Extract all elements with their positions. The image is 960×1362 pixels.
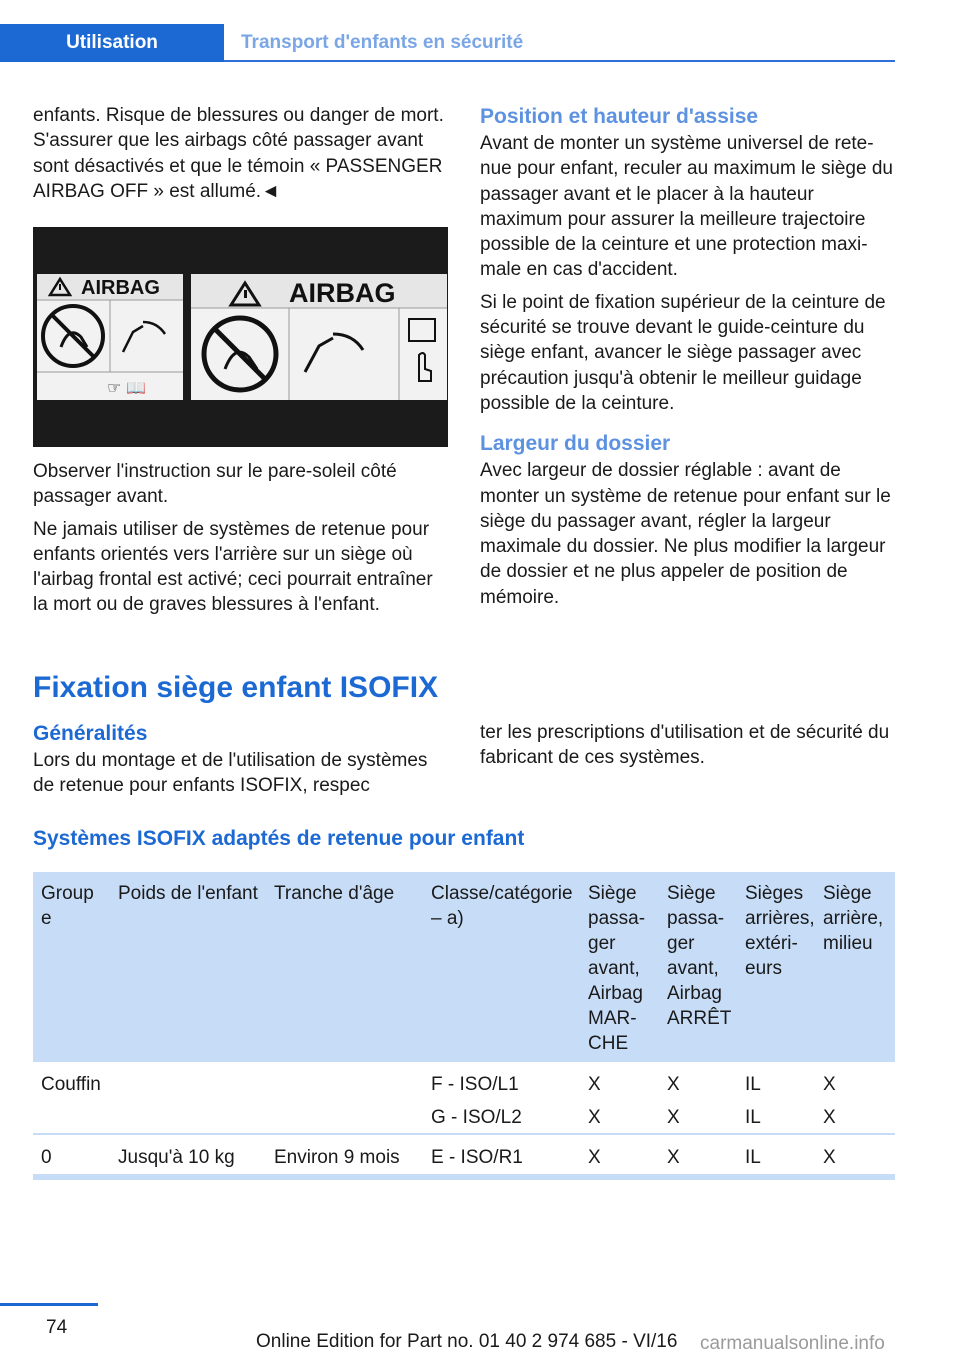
table-header-cell: Siège passager avant, Airbag ARRÊT (667, 883, 732, 1029)
table-cell-airbag-off: X (667, 1147, 680, 1168)
page-number: 74 (46, 1317, 68, 1338)
table-cell-value: X (667, 1074, 680, 1095)
table-bottom-rule (33, 1176, 895, 1180)
largeur-paragraph: Avec largeur de dossier réglable : avant de monter un système de retenue pour enfant sur le siège du passager avant, régler la largeur maximale du dossier. Ne plus modifier la largeur de dossier et ne plus appeler de position de mémoire. (480, 460, 891, 608)
table-cell-airbag-off (667, 1072, 680, 1130)
sunvisor-paragraph: Observer l'instruction sur le pare-soleil côté passager avant. (33, 461, 397, 508)
table-cell-class-b: G - ISO/L2 (431, 1107, 522, 1128)
table-cell-age: Environ 9 mois (274, 1147, 400, 1168)
table-cell-class-a: F - ISO/L1 (431, 1074, 519, 1095)
tab-transport-enfants[interactable]: Transport d'enfants en sécurité (241, 32, 524, 53)
footer-rule (0, 1303, 98, 1306)
table-cell-value: X (588, 1107, 601, 1128)
table-cell-airbag-on: X (588, 1147, 601, 1168)
generalites-paragraph-right: ter les prescriptions d'utilisation et de sécurité du fabricant de ces systèmes. (480, 722, 890, 769)
table-cell-class: E - ISO/R1 (431, 1147, 523, 1168)
table-cell-value: IL (745, 1107, 761, 1128)
table-cell-value: X (588, 1074, 601, 1095)
table-row (33, 1135, 895, 1176)
generalites-left (33, 720, 449, 806)
rear-facing-paragraph: Ne jamais utiliser de systèmes de retenue pour enfants orientés vers l'arrière sur un siège où l'airbag frontal est activé; ceci pourrait entraîner la mort ou de graves blessures à l'enfant. (33, 518, 433, 616)
table-header-cell: Classe/catégorie – a) (431, 883, 573, 929)
table-header-cell: Poids de l'enfant (118, 883, 258, 904)
header-tab-bar (0, 24, 895, 62)
table-cell-airbag-on (588, 1072, 601, 1130)
svg-text:☞ 📖: ☞ 📖 (107, 378, 147, 397)
table-cell-rear-outer: IL (745, 1147, 761, 1168)
table-cell-value: X (823, 1107, 836, 1128)
table-header-cell: Siège passager avant, Airbag MARCHE (588, 883, 646, 1054)
position-paragraph: Avant de monter un système universel de retenue pour enfant, reculer au maximum le siège du passager avant et le placer à la hauteur maximum pour assurer la meilleure trajectoire possible de la ceinture et une protection maximale en cas d'accident. (480, 133, 893, 281)
table-header-cell: Group e (41, 883, 94, 929)
table-cell-rear-middle (823, 1072, 836, 1130)
fixation-paragraph: Si le point de fixation supérieur de la ceinture de sécurité se trouve devant le guide-ceinture du siège enfant, avancer le siège passager avec précaution jusqu'à obtenir le meilleur guidage possible de la ceinture. (480, 291, 886, 414)
table-header-cell: Siège arrière, milieu (823, 883, 884, 954)
table-cell-rear-outer (745, 1072, 761, 1130)
isofix-table (33, 872, 895, 1180)
table-header-cell: Tranche d'âge (274, 883, 395, 904)
table-cell-value: X (667, 1107, 680, 1128)
heading-largeur-dossier: Largeur du dossier (480, 432, 671, 456)
table-cell-weight: Jusqu'à 10 kg (118, 1147, 235, 1168)
left-column-bottom (33, 459, 449, 625)
watermark[interactable]: carmanualsonline.info (700, 1333, 885, 1354)
section-title-isofix: Fixation siège enfant ISOFIX (33, 671, 439, 704)
table-header-cell: Sièges arrières, extérieurs (745, 883, 815, 979)
table-header (33, 872, 895, 1062)
generalites-right (480, 720, 896, 778)
table-cell-group: Couffin (41, 1074, 101, 1095)
warning-paragraph: enfants. Risque de blessures ou danger de mort. S'assurer que les airbags côté passager avant sont désactivés et que le témoin « PASSENGER AIRBAG OFF » est allumé.◄ (33, 105, 444, 202)
table-title: Systèmes ISOFIX adaptés de retenue pour enfant (33, 827, 525, 850)
heading-position-hauteur: Position et hauteur d'assise (480, 105, 759, 128)
airbag-label-photo (33, 227, 448, 447)
right-column (480, 103, 896, 617)
table-cell-value: IL (745, 1074, 761, 1095)
tab-utilisation[interactable]: Utilisation (0, 24, 224, 62)
left-column-top (33, 103, 449, 211)
table-row (33, 1062, 895, 1135)
generalites-paragraph-left: Lors du montage et de l'utilisation de systèmes de retenue pour enfants ISOFIX, respec (33, 750, 428, 797)
heading-generalites: Généralités (33, 722, 148, 745)
table-cell-group: 0 (41, 1147, 52, 1168)
airbag-warning-labels-icon (33, 227, 448, 447)
table-cell-value: X (823, 1074, 836, 1095)
table-cell-rear-middle: X (823, 1147, 836, 1168)
svg-text:AIRBAG: AIRBAG (81, 277, 160, 299)
edition-text: Online Edition for Part no. 01 40 2 974 685 - VI/16 (256, 1331, 678, 1352)
svg-text:AIRBAG: AIRBAG (289, 278, 396, 308)
table-cell-class (431, 1072, 522, 1130)
